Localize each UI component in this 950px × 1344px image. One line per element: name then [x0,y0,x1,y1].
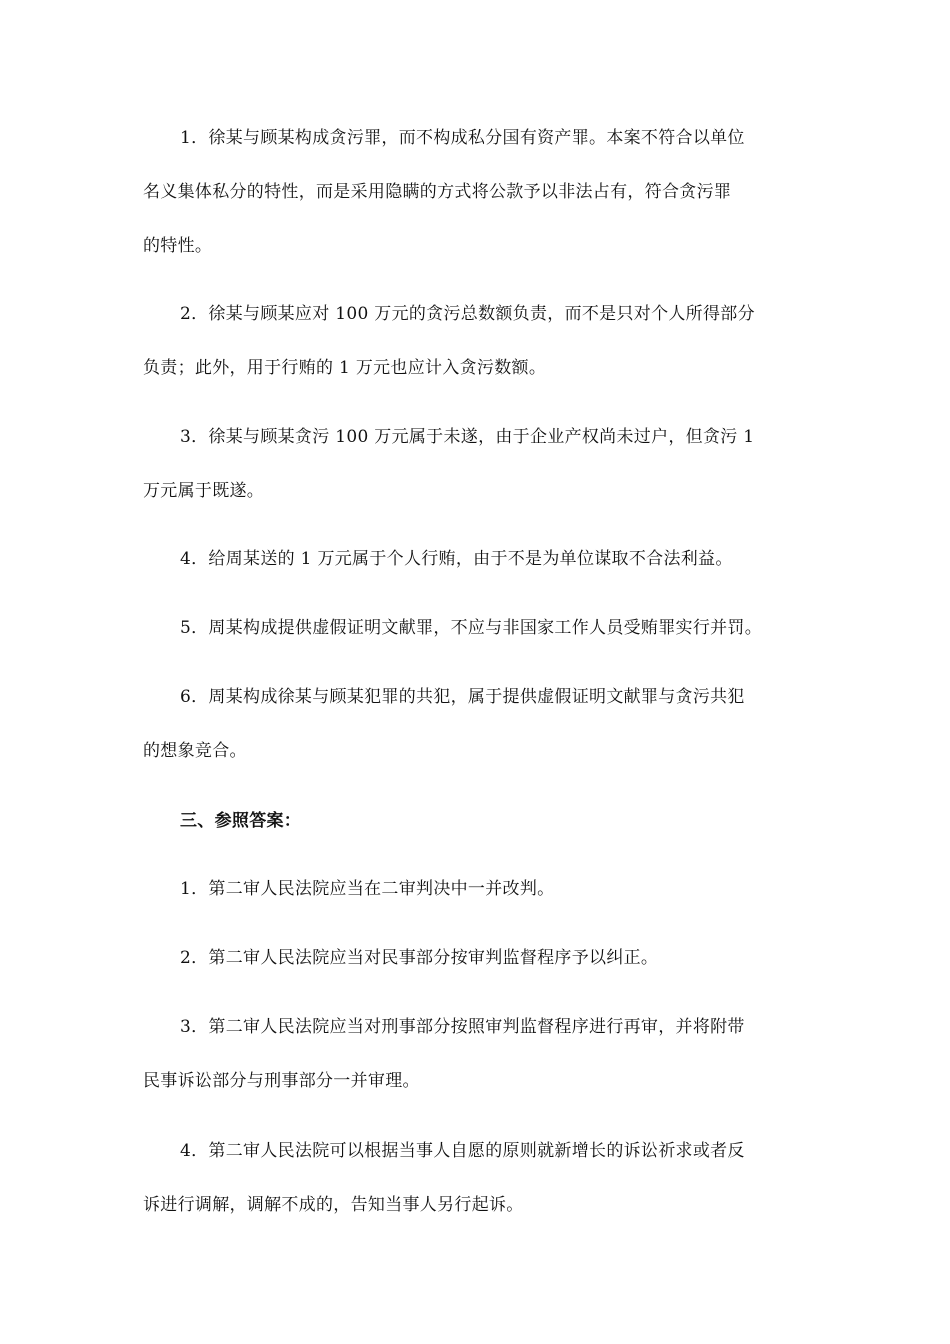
paragraph-4-line-1: 4．给周某送的 1 万元属于个人行贿，由于不是为单位谋取不合法利益。 [180,549,733,569]
paragraph-1-line-2: 名义集体私分的特性，而是采用隐瞒的方式将公款予以非法占有，符合贪污罪 [143,182,732,202]
section-heading: 三、参照答案： [180,811,302,831]
answer-3-line-2: 民事诉讼部分与刑事部分一并审理。 [143,1071,420,1091]
paragraph-1-line-1: 1．徐某与顾某构成贪污罪，而不构成私分国有资产罪。本案不符合以单位 [180,128,745,148]
paragraph-2-line-2: 负责；此外，用于行贿的 1 万元也应计入贪污数额。 [143,358,547,378]
paragraph-5-line-1: 5．周某构成提供虚假证明文献罪，不应与非国家工作人员受贿罪实行并罚。 [180,618,763,638]
answer-4-line-1: 4．第二审人民法院可以根据当事人自愿的原则就新增长的诉讼祈求或者反 [180,1141,745,1161]
answer-1-line-1: 1．第二审人民法院应当在二审判决中一并改判。 [180,879,555,899]
paragraph-1-line-3: 的特性。 [143,236,213,256]
paragraph-2-line-1: 2．徐某与顾某应对 100 万元的贪污总数额负责，而不是只对个人所得部分 [180,304,755,324]
paragraph-3-line-2: 万元属于既遂。 [143,481,265,501]
answer-4-line-2: 诉进行调解，调解不成的，告知当事人另行起诉。 [143,1195,524,1215]
paragraph-6-line-1: 6．周某构成徐某与顾某犯罪的共犯，属于提供虚假证明文献罪与贪污共犯 [180,687,745,707]
paragraph-3-line-1: 3．徐某与顾某贪污 100 万元属于未遂，由于企业产权尚未过户，但贪污 1 [180,427,755,447]
answer-3-line-1: 3．第二审人民法院应当对刑事部分按照审判监督程序进行再审，并将附带 [180,1017,745,1037]
answer-2-line-1: 2．第二审人民法院应当对民事部分按审判监督程序予以纠正。 [180,948,659,968]
paragraph-6-line-2: 的想象竞合。 [143,741,247,761]
